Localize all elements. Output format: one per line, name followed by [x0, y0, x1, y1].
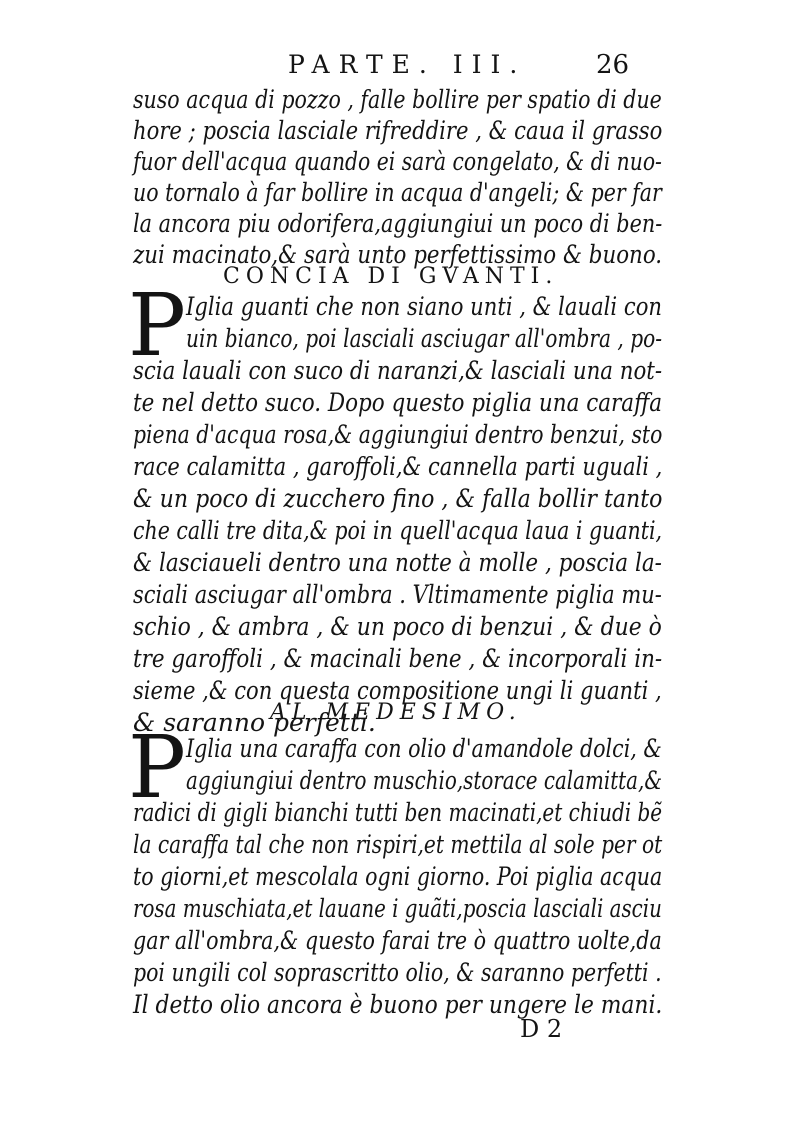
- text-line: fuor dell'acqua quando ei sarà congelato, & di nuo-: [133, 147, 662, 176]
- text-line: uo tornalo à far bollire in acqua d'angeli; & per far: [133, 178, 662, 207]
- drop-cap: P: [128, 718, 186, 818]
- drop-cap: P: [128, 276, 186, 376]
- header-title: PARTE. III.: [288, 50, 527, 79]
- text-line: schio , & ambra , & un poco di benzui , & due ò: [133, 612, 662, 641]
- text-line: to giorni,et mescolala ogni giorno. Poi piglia acqua: [133, 862, 663, 891]
- text-line: poi ungili col soprascritto olio, & saranno perfetti .: [133, 958, 662, 987]
- text-line: uin bianco, poi lasciali asciugar all'ombra , po-: [186, 324, 663, 353]
- section-heading: AL MEDESIMO.: [270, 700, 522, 725]
- section-heading: CONCIA DI GVANTI.: [223, 264, 559, 289]
- text-line: la caraffa tal che non rispiri,et mettila al sole per ot: [133, 830, 663, 859]
- text-line: sieme ,& con questa compositione ungi li guanti ,: [133, 676, 662, 705]
- text-line: la ancora piu odorifera,aggiungiui un poco di ben-: [133, 209, 663, 238]
- text-line: & lasciaueli dentro una notte à molle , poscia la-: [133, 548, 662, 577]
- text-line: aggiungiui dentro muschio,storace calamitta,&: [186, 766, 663, 795]
- text-line: rosa muschiata,et lauane i guãti,poscia lasciali asciu: [133, 894, 662, 923]
- text-line: radici di gigli bianchi tutti ben macinati,et chiudi bẽ: [133, 798, 663, 827]
- text-line: sciali asciugar all'ombra . Vltimamente piglia mu-: [133, 580, 662, 609]
- text-line: che calli tre dita,& poi in quell'acqua laua i guanti,: [133, 516, 663, 545]
- text-line: hore ; poscia lasciale rifreddire , & caua il grasso: [133, 116, 663, 145]
- text-line: race calamitta , garoffoli,& cannella parti uguali ,: [133, 452, 663, 481]
- text-line: & un poco di zucchero fino , & falla bollir tanto: [133, 484, 663, 513]
- text-line: tre garoffoli , & macinali bene , & incorporali in-: [133, 644, 663, 673]
- text-line: zui macinato,& sarà unto perfettissimo & buono.: [133, 240, 663, 269]
- text-line: Iglia guanti che non siano unti , & lauali con: [186, 292, 662, 321]
- text-line: Iglia una caraffa con olio d'amandole dolci, &: [186, 734, 662, 763]
- text-line: suso acqua di pozzo , falle bollire per spatio di due: [133, 85, 662, 114]
- text-line: piena d'acqua rosa,& aggiungiui dentro benzui, sto: [133, 420, 663, 449]
- page-number: 26: [596, 50, 630, 80]
- text-line: gar all'ombra,& questo farai tre ò quattro uolte,da: [133, 926, 662, 955]
- text-line: te nel detto suco. Dopo questo piglia una caraffa: [133, 388, 663, 417]
- text-line: & saranno perfetti.: [133, 708, 376, 737]
- text-line: scia lauali con suco di naranzi,& lasciali una not-: [133, 356, 663, 385]
- text-line: Il detto olio ancora è buono per ungere le mani.: [133, 990, 663, 1019]
- signature-mark: D 2: [520, 1015, 563, 1043]
